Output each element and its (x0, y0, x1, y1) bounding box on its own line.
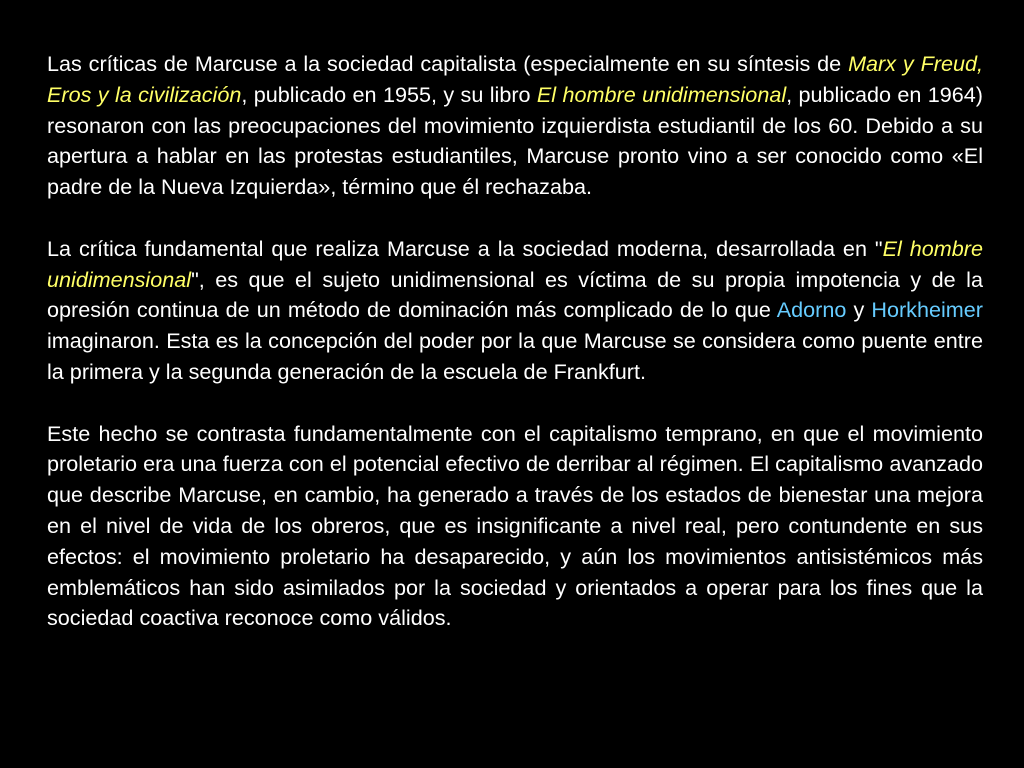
paragraph-fundamental-critique (47, 234, 983, 388)
text-run: La crítica fundamental que realiza Marcuse a la sociedad moderna, desarrollada en " (47, 235, 883, 261)
book-title-eros: Marx y Freud, Eros y la civilización (47, 51, 983, 107)
text-run: y (846, 297, 872, 323)
book-title-hombre-unidimensional: El hombre unidimensional (536, 81, 787, 107)
slide-body (47, 49, 983, 634)
text-run: ", es que el sujeto unidimensional es víctima de su propia impotencia y de la opresión continua de un método de dominación más complicado de lo que (47, 266, 983, 323)
book-title-hombre-unidimensional: El hombre unidimensional (47, 235, 983, 292)
text-run: Las críticas de Marcuse a la sociedad capitalista (especialmente en su síntesis de (47, 51, 849, 76)
link-adorno[interactable]: Adorno (776, 297, 847, 323)
text-run: , publicado en 1955, y su libro (241, 81, 537, 107)
paragraph-marcuse-critics (47, 49, 983, 203)
link-horkheimer[interactable]: Horkheimer (871, 297, 983, 323)
text-run: Este hecho se contrasta fundamentalmente con el capitalismo temprano, en que el movimiento proletario era una fuerza con el potencial efectivo de derribar al régimen. El capitalismo avanzado que describe Marcuse, en cambio, ha generado a través de los estados de bienestar una mejora en el nivel de vida de los obreros, que es insignificante a nivel real, pero contundente en sus efectos: el movimiento proletario ha desaparecido, y aún los movimientos antisistémicos más emblemáticos han sido asimilados por la sociedad y orientados a operar para los fines que la sociedad coactiva reconoce como válidos. (47, 420, 983, 631)
text-run: , publicado en 1964) resonaron con las preocupaciones del movimiento izquierdista estudiantil de los 60. Debido a su apertura a hablar en las protestas estudiantiles, Marcuse pronto vino a ser conocido como «El padre de la Nueva Izquierda», término que él rechazaba. (47, 81, 983, 200)
paragraph-early-capitalism (47, 419, 983, 635)
text-run: imaginaron. Esta es la concepción del poder por la que Marcuse se considera como puente entre la primera y la segunda generación de la escuela de Frankfurt. (47, 328, 983, 384)
